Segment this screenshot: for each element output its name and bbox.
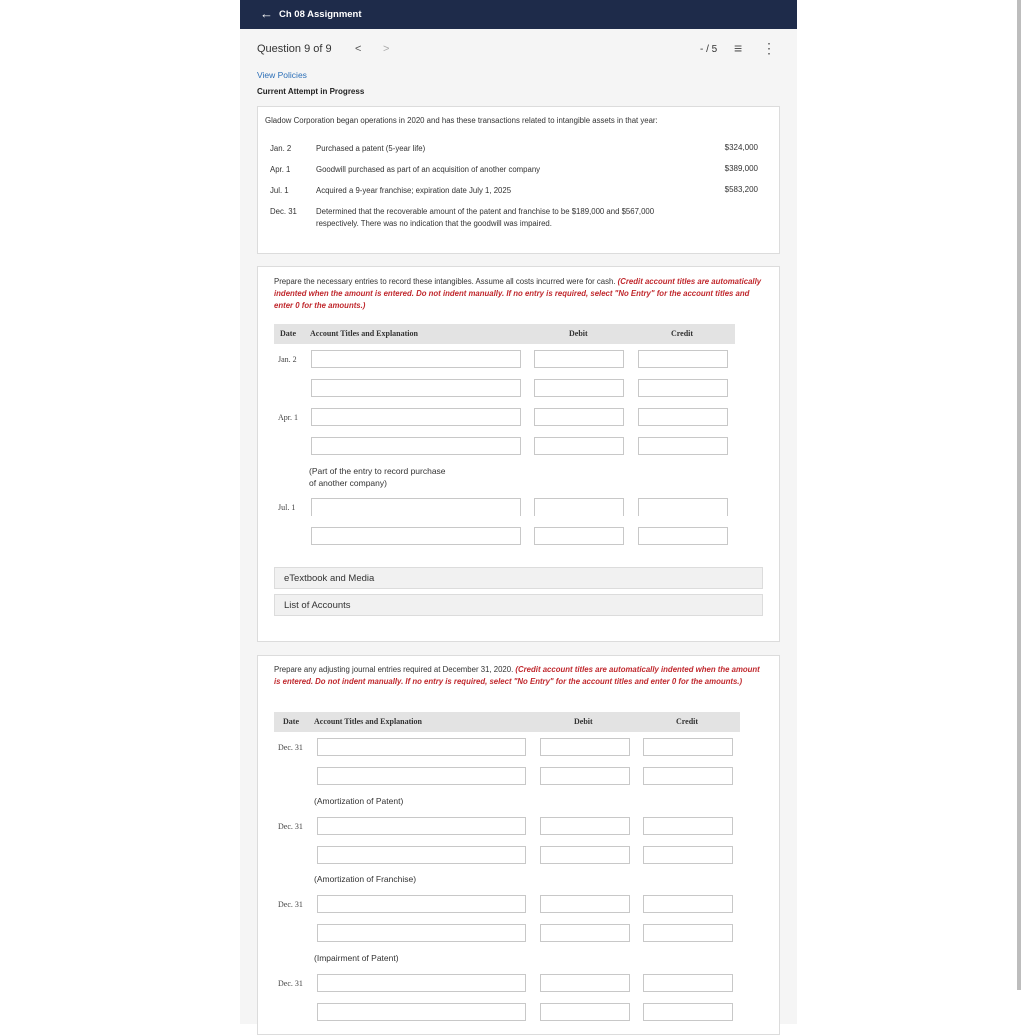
assignment-title: Ch 08 Assignment [279,9,362,20]
part1-instruction [274,276,766,312]
prev-question-button[interactable]: < [355,43,362,55]
credit-input[interactable] [643,974,733,992]
debit-input[interactable] [534,379,624,397]
entry-date: Dec. 31 [278,979,303,988]
credit-input[interactable] [638,350,728,368]
account-title-input[interactable] [317,1003,526,1021]
account-title-input[interactable] [311,408,521,426]
entry-date: Jan. 2 [278,355,297,364]
account-header: Account Titles and Explanation [310,329,418,338]
transaction-desc: Acquired a 9-year franchise; expiration date July 1, 2025 [316,186,512,195]
entry-explanation: (Part of the entry to record purchase of another company) [309,466,446,488]
account-title-input[interactable] [317,767,526,785]
credit-input[interactable] [643,924,733,942]
transaction-date: Apr. 1 [270,165,291,174]
credit-input[interactable] [643,767,733,785]
entry-date: Dec. 31 [278,743,303,752]
entry-date: Dec. 31 [278,900,303,909]
debit-input[interactable] [534,527,624,545]
entry-explanation: (Impairment of Patent) [314,953,399,963]
attempt-status: Current Attempt in Progress [257,87,365,96]
part1-instruction-text: Prepare the necessary entries to record these intangibles. Assume all costs incurred were for cash. [274,277,618,286]
debit-input[interactable] [540,924,630,942]
transaction-amount: $389,000 [724,164,758,173]
debit-input[interactable] [534,350,624,368]
account-title-input[interactable] [317,924,526,942]
account-title-input[interactable] [311,350,521,368]
credit-input[interactable] [638,379,728,397]
problem-intro: Gladow Corporation began operations in 2020 and has these transactions related to intangible assets in that year: [265,116,658,125]
list-of-accounts-button[interactable] [274,594,763,616]
top-bar [240,0,797,29]
next-question-button[interactable]: > [383,43,390,55]
entry-date: Apr. 1 [278,413,298,422]
arrow-left-icon[interactable]: ← [260,6,273,21]
account-title-input[interactable] [317,974,526,992]
account-title-input[interactable] [311,498,521,516]
credit-header: Credit [676,717,699,726]
transaction-desc: Determined that the recoverable amount of the patent and franchise to be $189,000 and $567,000 respectively. There was no indication that the goodwill was impaired. [316,207,655,228]
credit-input[interactable] [643,817,733,835]
entry-date: Dec. 31 [278,822,303,831]
transaction-date: Dec. 31 [270,207,297,216]
date-header: Date [280,329,296,338]
account-title-input[interactable] [317,817,526,835]
list-of-accounts-label: List of Accounts [284,600,351,611]
etextbook-media-button[interactable] [274,567,763,589]
transaction-amount: $583,200 [724,185,758,194]
debit-input[interactable] [540,974,630,992]
etextbook-media-label: eTextbook and Media [284,573,375,584]
part2-table-header [274,712,740,732]
debit-input[interactable] [534,498,624,516]
question-list-icon[interactable]: ≡ [734,40,743,56]
credit-header: Credit [671,329,694,338]
transaction-desc: Purchased a patent (5-year life) [316,144,426,153]
account-title-input[interactable] [317,738,526,756]
part1-instruction-note: (Credit account titles are automatically indented when the amount is entered. Do not indent manually. If no entry is required, select "No Entry" for the account titles and enter 0 for the amounts.) [274,277,762,310]
credit-input[interactable] [638,437,728,455]
account-title-input[interactable] [317,895,526,913]
part2-instruction [274,664,766,688]
question-counter: Question 9 of 9 [257,43,332,55]
debit-input[interactable] [540,738,630,756]
transaction-date: Jan. 2 [270,144,292,153]
part2-instruction-text: Prepare any adjusting journal entries required at December 31, 2020. [274,665,516,674]
account-title-input[interactable] [317,846,526,864]
debit-input[interactable] [534,437,624,455]
more-options-icon[interactable]: ⋮ [762,40,776,56]
entry-date: Jul. 1 [278,503,296,512]
transaction-date: Jul. 1 [270,186,289,195]
score-display: - / 5 [700,44,718,55]
account-title-input[interactable] [311,527,521,545]
credit-input[interactable] [643,738,733,756]
account-header: Account Titles and Explanation [314,717,422,726]
transaction-desc: Goodwill purchased as part of an acquisition of another company [316,165,541,174]
part2-instruction-note: (Credit account titles are automatically indented when the amount is entered. Do not indent manually. If no entry is required, select "No Entry" for the account titles and enter 0 for the amounts.) [274,665,760,686]
entry-explanation: (Amortization of Franchise) [314,874,417,884]
credit-input[interactable] [638,498,728,516]
debit-header: Debit [574,717,593,726]
debit-input[interactable] [540,767,630,785]
credit-input[interactable] [638,527,728,545]
debit-input[interactable] [540,1003,630,1021]
account-title-input[interactable] [311,437,521,455]
problem-card [257,106,780,254]
view-policies-link[interactable]: View Policies [257,70,307,80]
account-title-input[interactable] [311,379,521,397]
debit-input[interactable] [540,895,630,913]
debit-header: Debit [569,329,588,338]
debit-input[interactable] [540,817,630,835]
credit-input[interactable] [638,408,728,426]
part1-table-header [274,324,735,344]
credit-input[interactable] [643,1003,733,1021]
credit-input[interactable] [643,895,733,913]
page-scrollbar[interactable] [1017,0,1021,990]
entry-explanation: (Amortization of Patent) [314,796,404,806]
debit-input[interactable] [534,408,624,426]
credit-input[interactable] [643,846,733,864]
debit-input[interactable] [540,846,630,864]
transaction-amount: $324,000 [724,143,758,152]
date-header: Date [283,717,299,726]
